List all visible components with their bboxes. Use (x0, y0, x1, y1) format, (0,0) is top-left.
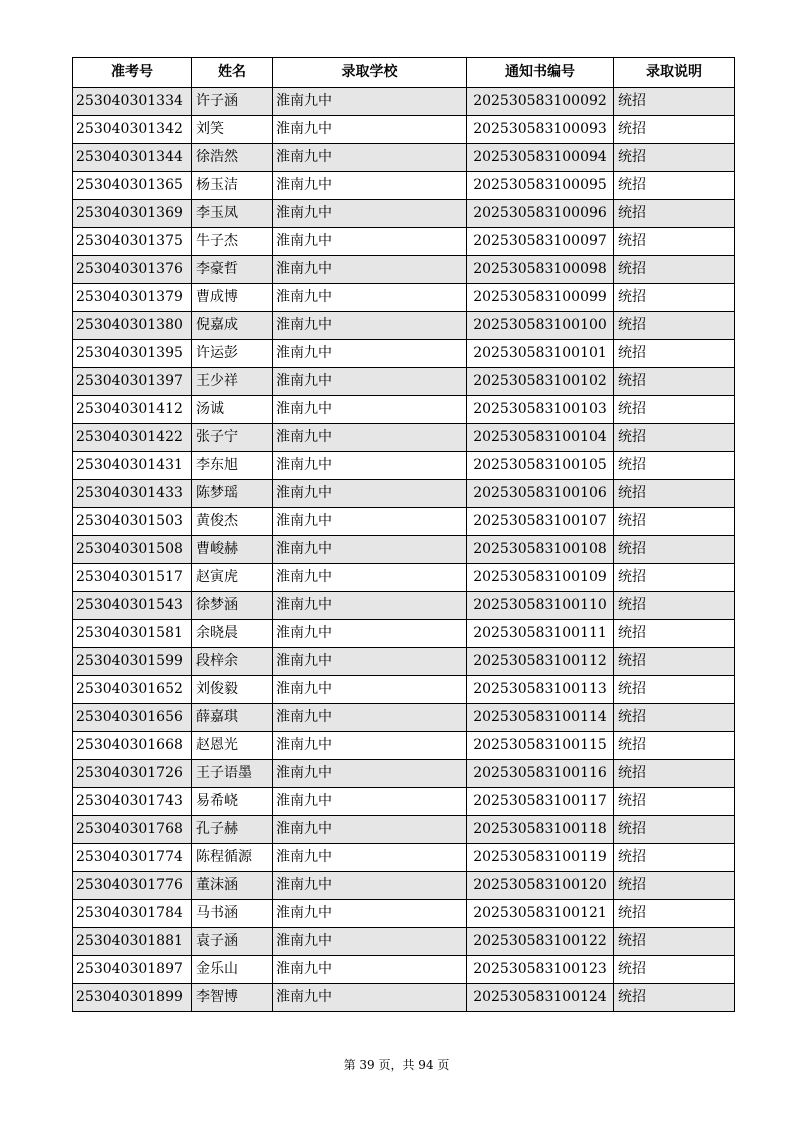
exam-id-cell: 253040301743 (73, 788, 192, 816)
notice-number-cell: 202530583100112 (467, 648, 614, 676)
admission-note-cell: 统招 (614, 144, 735, 172)
admission-note-cell: 统招 (614, 816, 735, 844)
table-row (73, 200, 735, 228)
admission-note-cell: 统招 (614, 480, 735, 508)
exam-id-cell: 253040301365 (73, 172, 192, 200)
admission-note-cell: 统招 (614, 872, 735, 900)
table-row (73, 396, 735, 424)
table-row (73, 340, 735, 368)
name-cell: 黄俊杰 (192, 508, 273, 536)
admission-note-cell: 统招 (614, 200, 735, 228)
notice-number-cell: 202530583100094 (467, 144, 614, 172)
school-cell: 淮南九中 (273, 984, 467, 1012)
notice-number-cell: 202530583100113 (467, 676, 614, 704)
exam-id-cell: 253040301599 (73, 648, 192, 676)
exam-id-cell: 253040301881 (73, 928, 192, 956)
name-cell: 马书涵 (192, 900, 273, 928)
notice-number-cell: 202530583100116 (467, 760, 614, 788)
notice-number-cell: 202530583100102 (467, 368, 614, 396)
notice-number-cell: 202530583100106 (467, 480, 614, 508)
school-cell: 淮南九中 (273, 732, 467, 760)
notice-number-cell: 202530583100099 (467, 284, 614, 312)
exam-id-cell: 253040301897 (73, 956, 192, 984)
notice-number-cell: 202530583100111 (467, 620, 614, 648)
notice-number-cell: 202530583100093 (467, 116, 614, 144)
admission-note-cell: 统招 (614, 788, 735, 816)
name-cell: 曹成博 (192, 284, 273, 312)
table-row (73, 116, 735, 144)
school-cell: 淮南九中 (273, 424, 467, 452)
notice-number-cell: 202530583100115 (467, 732, 614, 760)
school-cell: 淮南九中 (273, 760, 467, 788)
school-cell: 淮南九中 (273, 368, 467, 396)
header-admission-note: 录取说明 (614, 58, 735, 88)
table-row (73, 228, 735, 256)
admission-note-cell: 统招 (614, 648, 735, 676)
admission-note-cell: 统招 (614, 760, 735, 788)
admission-note-cell: 统招 (614, 396, 735, 424)
school-cell: 淮南九中 (273, 592, 467, 620)
exam-id-cell: 253040301768 (73, 816, 192, 844)
name-cell: 张子宁 (192, 424, 273, 452)
exam-id-cell: 253040301397 (73, 368, 192, 396)
notice-number-cell: 202530583100119 (467, 844, 614, 872)
admission-note-cell: 统招 (614, 312, 735, 340)
school-cell: 淮南九中 (273, 340, 467, 368)
name-cell: 王子语墨 (192, 760, 273, 788)
name-cell: 汤诚 (192, 396, 273, 424)
admission-note-cell: 统招 (614, 564, 735, 592)
table-row (73, 480, 735, 508)
exam-id-cell: 253040301375 (73, 228, 192, 256)
school-cell: 淮南九中 (273, 284, 467, 312)
name-cell: 易希峣 (192, 788, 273, 816)
table-row (73, 816, 735, 844)
name-cell: 倪嘉成 (192, 312, 273, 340)
name-cell: 许子涵 (192, 88, 273, 116)
exam-id-cell: 253040301380 (73, 312, 192, 340)
exam-id-cell: 253040301656 (73, 704, 192, 732)
admission-note-cell: 统招 (614, 536, 735, 564)
school-cell: 淮南九中 (273, 172, 467, 200)
school-cell: 淮南九中 (273, 872, 467, 900)
exam-id-cell: 253040301784 (73, 900, 192, 928)
table-body (73, 88, 735, 1012)
table-row (73, 900, 735, 928)
table-row (73, 368, 735, 396)
exam-id-cell: 253040301342 (73, 116, 192, 144)
name-cell: 李玉凤 (192, 200, 273, 228)
notice-number-cell: 202530583100108 (467, 536, 614, 564)
name-cell: 牛子杰 (192, 228, 273, 256)
school-cell: 淮南九中 (273, 256, 467, 284)
name-cell: 孔子赫 (192, 816, 273, 844)
notice-number-cell: 202530583100103 (467, 396, 614, 424)
exam-id-cell: 253040301431 (73, 452, 192, 480)
name-cell: 李豪哲 (192, 256, 273, 284)
school-cell: 淮南九中 (273, 312, 467, 340)
name-cell: 许运彭 (192, 340, 273, 368)
school-cell: 淮南九中 (273, 480, 467, 508)
name-cell: 赵恩光 (192, 732, 273, 760)
notice-number-cell: 202530583100107 (467, 508, 614, 536)
name-cell: 刘俊毅 (192, 676, 273, 704)
school-cell: 淮南九中 (273, 788, 467, 816)
table-row (73, 452, 735, 480)
admission-note-cell: 统招 (614, 620, 735, 648)
header-exam-id: 准考号 (73, 58, 192, 88)
admission-note-cell: 统招 (614, 676, 735, 704)
notice-number-cell: 202530583100120 (467, 872, 614, 900)
table-header-row (73, 58, 735, 88)
table-row (73, 676, 735, 704)
school-cell: 淮南九中 (273, 956, 467, 984)
notice-number-cell: 202530583100124 (467, 984, 614, 1012)
table-row (73, 312, 735, 340)
table-row (73, 844, 735, 872)
notice-number-cell: 202530583100121 (467, 900, 614, 928)
school-cell: 淮南九中 (273, 536, 467, 564)
table-row (73, 872, 735, 900)
admission-note-cell: 统招 (614, 984, 735, 1012)
name-cell: 王少祥 (192, 368, 273, 396)
notice-number-cell: 202530583100097 (467, 228, 614, 256)
school-cell: 淮南九中 (273, 620, 467, 648)
table-row (73, 928, 735, 956)
exam-id-cell: 253040301668 (73, 732, 192, 760)
exam-id-cell: 253040301517 (73, 564, 192, 592)
school-cell: 淮南九中 (273, 452, 467, 480)
exam-id-cell: 253040301422 (73, 424, 192, 452)
header-school: 录取学校 (273, 58, 467, 88)
school-cell: 淮南九中 (273, 200, 467, 228)
header-notice-number: 通知书编号 (467, 58, 614, 88)
school-cell: 淮南九中 (273, 676, 467, 704)
notice-number-cell: 202530583100104 (467, 424, 614, 452)
admission-note-cell: 统招 (614, 368, 735, 396)
exam-id-cell: 253040301543 (73, 592, 192, 620)
table-row (73, 732, 735, 760)
school-cell: 淮南九中 (273, 396, 467, 424)
name-cell: 刘笑 (192, 116, 273, 144)
school-cell: 淮南九中 (273, 88, 467, 116)
name-cell: 李智博 (192, 984, 273, 1012)
notice-number-cell: 202530583100098 (467, 256, 614, 284)
table-row (73, 788, 735, 816)
table-row (73, 144, 735, 172)
name-cell: 陈梦瑶 (192, 480, 273, 508)
exam-id-cell: 253040301369 (73, 200, 192, 228)
admission-note-cell: 统招 (614, 172, 735, 200)
admission-note-cell: 统招 (614, 732, 735, 760)
name-cell: 徐浩然 (192, 144, 273, 172)
admission-note-cell: 统招 (614, 116, 735, 144)
admission-table (72, 57, 735, 1012)
table-row (73, 172, 735, 200)
name-cell: 薛嘉琪 (192, 704, 273, 732)
notice-number-cell: 202530583100109 (467, 564, 614, 592)
name-cell: 陈程循源 (192, 844, 273, 872)
notice-number-cell: 202530583100096 (467, 200, 614, 228)
school-cell: 淮南九中 (273, 508, 467, 536)
admission-note-cell: 统招 (614, 844, 735, 872)
admission-note-cell: 统招 (614, 928, 735, 956)
notice-number-cell: 202530583100123 (467, 956, 614, 984)
table-row (73, 760, 735, 788)
table-row (73, 984, 735, 1012)
school-cell: 淮南九中 (273, 144, 467, 172)
exam-id-cell: 253040301774 (73, 844, 192, 872)
notice-number-cell: 202530583100095 (467, 172, 614, 200)
table-row (73, 564, 735, 592)
exam-id-cell: 253040301395 (73, 340, 192, 368)
school-cell: 淮南九中 (273, 816, 467, 844)
school-cell: 淮南九中 (273, 704, 467, 732)
admission-note-cell: 统招 (614, 284, 735, 312)
name-cell: 徐梦涵 (192, 592, 273, 620)
admission-note-cell: 统招 (614, 592, 735, 620)
exam-id-cell: 253040301776 (73, 872, 192, 900)
name-cell: 李东旭 (192, 452, 273, 480)
page-footer: 第 39 页，共 94 页 (343, 1058, 450, 1072)
exam-id-cell: 253040301508 (73, 536, 192, 564)
exam-id-cell: 253040301726 (73, 760, 192, 788)
admission-note-cell: 统招 (614, 424, 735, 452)
notice-number-cell: 202530583100122 (467, 928, 614, 956)
exam-id-cell: 253040301581 (73, 620, 192, 648)
notice-number-cell: 202530583100118 (467, 816, 614, 844)
table-row (73, 284, 735, 312)
table-row (73, 508, 735, 536)
exam-id-cell: 253040301412 (73, 396, 192, 424)
school-cell: 淮南九中 (273, 648, 467, 676)
name-cell: 余晓晨 (192, 620, 273, 648)
admission-note-cell: 统招 (614, 452, 735, 480)
school-cell: 淮南九中 (273, 116, 467, 144)
name-cell: 曹峻赫 (192, 536, 273, 564)
admission-note-cell: 统招 (614, 88, 735, 116)
notice-number-cell: 202530583100114 (467, 704, 614, 732)
exam-id-cell: 253040301433 (73, 480, 192, 508)
table-row (73, 592, 735, 620)
name-cell: 金乐山 (192, 956, 273, 984)
table-row (73, 956, 735, 984)
name-cell: 董沫涵 (192, 872, 273, 900)
name-cell: 赵寅虎 (192, 564, 273, 592)
table-row (73, 704, 735, 732)
admission-note-cell: 统招 (614, 704, 735, 732)
name-cell: 袁子涵 (192, 928, 273, 956)
exam-id-cell: 253040301376 (73, 256, 192, 284)
table-row (73, 88, 735, 116)
table-row (73, 256, 735, 284)
table-row (73, 648, 735, 676)
admission-note-cell: 统招 (614, 900, 735, 928)
notice-number-cell: 202530583100117 (467, 788, 614, 816)
school-cell: 淮南九中 (273, 928, 467, 956)
notice-number-cell: 202530583100101 (467, 340, 614, 368)
admission-note-cell: 统招 (614, 508, 735, 536)
admission-note-cell: 统招 (614, 256, 735, 284)
notice-number-cell: 202530583100100 (467, 312, 614, 340)
exam-id-cell: 253040301899 (73, 984, 192, 1012)
exam-id-cell: 253040301379 (73, 284, 192, 312)
school-cell: 淮南九中 (273, 228, 467, 256)
table-row (73, 424, 735, 452)
exam-id-cell: 253040301344 (73, 144, 192, 172)
notice-number-cell: 202530583100105 (467, 452, 614, 480)
notice-number-cell: 202530583100110 (467, 592, 614, 620)
exam-id-cell: 253040301334 (73, 88, 192, 116)
notice-number-cell: 202530583100092 (467, 88, 614, 116)
school-cell: 淮南九中 (273, 564, 467, 592)
school-cell: 淮南九中 (273, 844, 467, 872)
exam-id-cell: 253040301503 (73, 508, 192, 536)
header-name: 姓名 (192, 58, 273, 88)
admission-note-cell: 统招 (614, 228, 735, 256)
name-cell: 段梓余 (192, 648, 273, 676)
exam-id-cell: 253040301652 (73, 676, 192, 704)
table-row (73, 536, 735, 564)
table-row (73, 620, 735, 648)
school-cell: 淮南九中 (273, 900, 467, 928)
name-cell: 杨玉洁 (192, 172, 273, 200)
admission-note-cell: 统招 (614, 956, 735, 984)
admission-note-cell: 统招 (614, 340, 735, 368)
